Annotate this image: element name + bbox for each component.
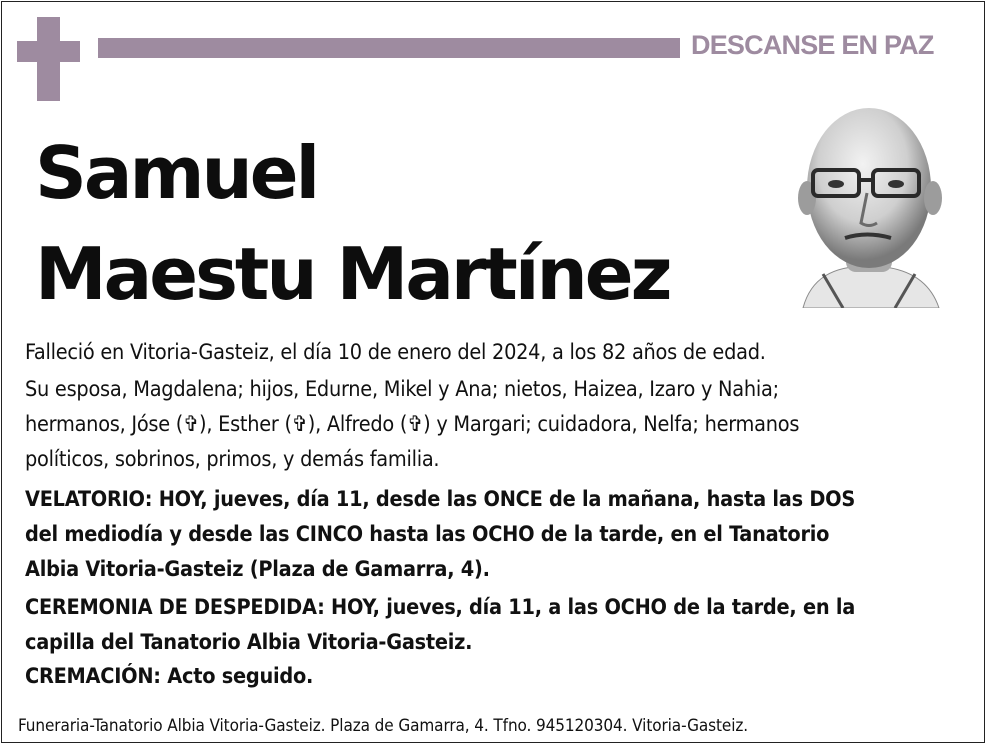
- deceased-first-name: Samuel: [35, 131, 318, 215]
- deceased-surnames: Maestu Martínez: [35, 232, 670, 316]
- death-statement: Falleció en Vitoria-Gasteiz, el día 10 de enero del 2024, a los 82 años de edad.: [25, 340, 766, 365]
- ceremonia-info: [25, 590, 965, 660]
- cremacion-info: CREMACIÓN: Acto seguido.: [25, 664, 314, 689]
- velatorio-line: del mediodía y desde las CINCO hasta las OCHO de la tarde, en el Tanatorio: [25, 522, 830, 547]
- portrait-photo: [783, 98, 955, 308]
- velatorio-line: VELATORIO: HOY, jueves, día 11, desde las ONCE de la mañana, hasta las DOS: [25, 487, 856, 512]
- funeral-home-footer: Funeraria-Tanatorio Albia Vitoria-Gasteiz. Plaza de Gamarra, 4. Tfno. 945120304. Vitoria-Gasteiz.: [18, 716, 749, 736]
- ceremonia-line: CEREMONIA DE DESPEDIDA: HOY, jueves, día 11, a las OCHO de la tarde, en la: [25, 595, 856, 620]
- family-list: [25, 372, 965, 477]
- family-line: Su esposa, Magdalena; hijos, Edurne, Mikel y Ana; nietos, Haizea, Izaro y Nahia;: [25, 377, 779, 402]
- velatorio-line: Albia Vitoria-Gasteiz (Plaza de Gamarra, 4).: [25, 557, 490, 582]
- header-bar: [98, 38, 680, 58]
- family-line: políticos, sobrinos, primos, y demás familia.: [25, 447, 440, 472]
- family-line: hermanos, Jóse (✞), Esther (✞), Alfredo (✞) y Margari; cuidadora, Nelfa; hermanos: [25, 412, 800, 437]
- ceremonia-line: capilla del Tanatorio Albia Vitoria-Gasteiz.: [25, 630, 473, 655]
- tagline: DESCANSE EN PAZ: [691, 30, 934, 60]
- velatorio-info: [25, 482, 965, 587]
